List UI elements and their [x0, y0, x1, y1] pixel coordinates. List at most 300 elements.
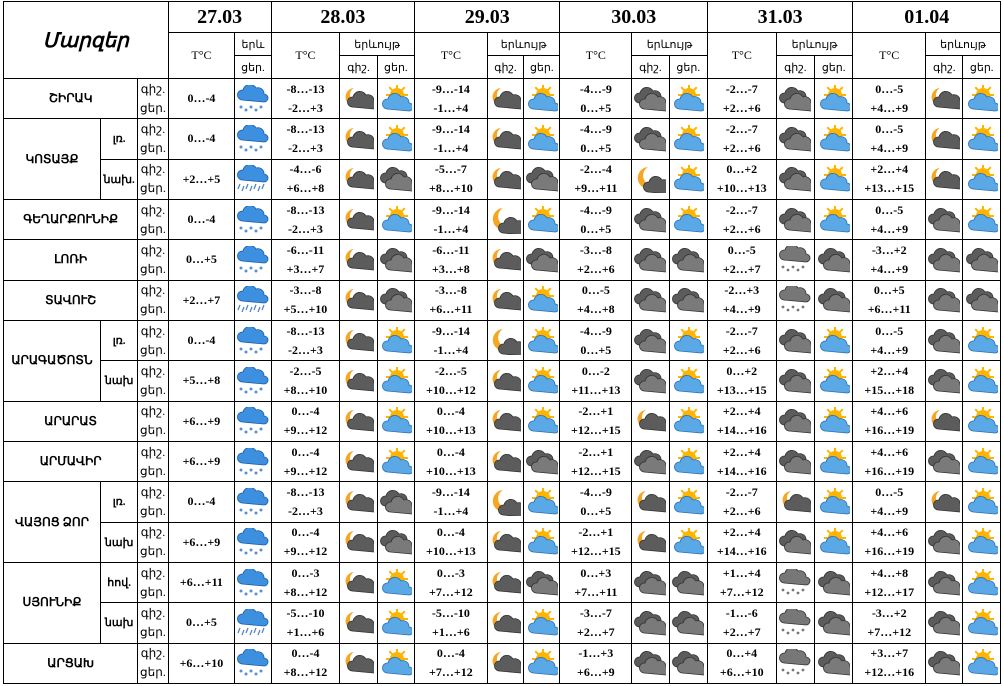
sun-cloud-icon	[963, 119, 1001, 159]
temp-col-header: T°C	[168, 33, 235, 79]
cloud-icon	[632, 280, 669, 320]
cloud-icon	[926, 441, 963, 481]
day-temp: +1…+6	[286, 624, 325, 639]
night-temp: +2…+4	[870, 162, 909, 177]
cloud-icon	[377, 280, 414, 320]
night-temp: -4…-6	[289, 162, 322, 177]
sun-cloud-icon	[524, 401, 560, 441]
subregion-name: նախ	[100, 603, 137, 643]
temp-cell	[168, 199, 235, 239]
night-temp: -2…+1	[578, 404, 614, 419]
night-temp: 0…-2	[581, 363, 610, 378]
day-temp: +7…+12	[719, 584, 764, 599]
moon-cloud-icon	[632, 482, 669, 522]
snow-icon	[235, 441, 271, 481]
cloud-icon	[669, 280, 707, 320]
rain-cloud-icon	[776, 240, 814, 280]
day-temp: +11…+13	[571, 382, 621, 397]
subregion-name: լռ.	[100, 482, 137, 522]
time-of-day	[138, 320, 168, 360]
day-temp: +13…+15	[716, 382, 767, 397]
moon-cloud-icon	[340, 159, 377, 199]
temp-cell	[707, 280, 776, 320]
moon-cloud-icon	[487, 240, 523, 280]
night-subheader: գիշ.	[776, 56, 814, 79]
day-temp: -2…+3	[288, 140, 323, 155]
night-temp: -9…-14	[431, 484, 470, 499]
day-label: ցեր.	[140, 624, 166, 639]
cloud-icon	[776, 119, 814, 159]
night-temp: -2…-5	[434, 363, 467, 378]
cloud-icon	[632, 240, 669, 280]
day-temp: +9…+12	[283, 463, 328, 478]
temp-cell	[707, 522, 776, 562]
temp-cell	[560, 119, 632, 159]
day-label: ցեր.	[140, 261, 166, 276]
night-temp: -2…+1	[578, 444, 614, 459]
temp-cell	[853, 361, 926, 401]
night-temp: 0…-4	[436, 404, 465, 419]
temp-cell	[415, 159, 488, 199]
temp-cell	[707, 361, 776, 401]
day-label: ցեր.	[140, 423, 166, 438]
night-temp: -6…-11	[432, 242, 470, 257]
sun-cloud-icon	[377, 361, 414, 401]
rain-icon	[235, 280, 271, 320]
night-temp: -9…-14	[431, 81, 470, 96]
night-temp: -4…-9	[579, 484, 612, 499]
cloud-icon	[632, 199, 669, 239]
temp-cell	[271, 119, 340, 159]
day-temp: +16…+19	[864, 544, 915, 559]
temp-cell	[415, 240, 488, 280]
night-temp: 0…-5	[875, 484, 904, 499]
temp-cell	[168, 441, 235, 481]
night-temp: -3…-7	[579, 605, 612, 620]
date-header: 29.03	[415, 2, 560, 33]
night-subheader: գիշ.	[340, 56, 377, 79]
subregion-name: նախ.	[100, 159, 137, 199]
sun-cloud-icon	[963, 643, 1001, 683]
day-temp: +4…+9	[722, 302, 761, 317]
day-temp: +2…+7	[722, 261, 761, 276]
table-row	[4, 522, 1001, 562]
date-header: 30.03	[560, 2, 707, 33]
day-label: ցեր.	[140, 342, 166, 357]
cloud-icon	[776, 522, 814, 562]
day-label: ցեր.	[140, 665, 166, 680]
region-name: ՏԱՎՈՒՇ	[4, 280, 138, 320]
temp-cell	[707, 79, 776, 119]
table-row	[4, 401, 1001, 441]
moon-icon	[487, 482, 523, 522]
day-temp: 0…+5	[580, 221, 612, 236]
night-temp: +4…+6	[870, 444, 909, 459]
moon-cloud-icon	[487, 562, 523, 602]
temp-cell	[560, 562, 632, 602]
temp-cell	[707, 562, 776, 602]
day-temp: 0…+5	[580, 342, 612, 357]
night-temp: -8…-13	[286, 323, 325, 338]
day-temp: +9…+12	[283, 423, 328, 438]
temp-cell	[560, 79, 632, 119]
sun-cloud-icon	[814, 482, 852, 522]
night-temp: -6…-11	[286, 242, 325, 257]
temp-cell	[271, 603, 340, 643]
day-temp: -2…+3	[288, 100, 323, 115]
moon-cloud-icon	[340, 79, 377, 119]
table-row	[4, 119, 1001, 159]
night-subheader: գիշ.	[926, 56, 963, 79]
temp-cell	[560, 643, 632, 683]
moon-cloud-icon	[340, 522, 377, 562]
day-temp: +10…+13	[716, 181, 767, 196]
temp-cell	[271, 320, 340, 360]
table-row	[4, 441, 1001, 481]
temp-col-header: T°C	[707, 33, 776, 79]
day-temp: +16…+19	[864, 463, 915, 478]
subregion-name: հով.	[100, 562, 137, 602]
temp-cell	[707, 159, 776, 199]
temp-cell	[560, 361, 632, 401]
sun-cloud-icon	[814, 441, 852, 481]
cloud-icon	[926, 320, 963, 360]
day-temp: +6…+8	[286, 181, 325, 196]
day-temp: +10…+13	[426, 463, 476, 478]
snow-icon	[235, 119, 271, 159]
cloud-icon	[926, 240, 963, 280]
night-temp: 0…-5	[875, 121, 904, 136]
day-temp: -1…+4	[433, 221, 469, 236]
day-temp: 0…+5	[580, 503, 612, 518]
day-subheader: ցեր.	[377, 56, 414, 79]
day-temp: +4…+9	[870, 503, 909, 518]
sun-cloud-icon	[524, 119, 560, 159]
moon-cloud-icon	[487, 401, 523, 441]
day-temp: +3…+7	[286, 261, 325, 276]
subregion-name: նախ	[100, 361, 137, 401]
temp-value: +2…+5	[182, 171, 221, 186]
subregion-name: նախ	[100, 522, 137, 562]
day-temp: +12…+16	[864, 665, 915, 680]
night-label: գիշ.	[140, 242, 166, 257]
cloud-icon	[926, 643, 963, 683]
sun-cloud-icon	[524, 643, 560, 683]
night-temp: -1…-6	[725, 605, 758, 620]
temp-col-header: T°C	[271, 33, 340, 79]
cloud-icon	[814, 603, 852, 643]
temp-cell	[707, 482, 776, 522]
table-row	[4, 482, 1001, 522]
night-temp: 0…+4	[726, 646, 758, 661]
day-temp: +2…+6	[722, 140, 761, 155]
sun-cloud-icon	[377, 199, 414, 239]
rain-cloud-icon	[776, 280, 814, 320]
time-of-day	[138, 522, 168, 562]
weather-col-header: երև	[235, 33, 271, 56]
temp-cell	[560, 320, 632, 360]
time-of-day	[138, 199, 168, 239]
temp-cell	[707, 401, 776, 441]
table-row	[4, 643, 1001, 683]
day-temp: +8…+10	[429, 181, 473, 196]
temp-cell	[415, 603, 488, 643]
night-temp: -3…+2	[871, 605, 907, 620]
night-temp: +2…+4	[870, 363, 909, 378]
temp-cell	[168, 401, 235, 441]
temp-value: 0…-4	[187, 91, 216, 106]
region-name: ՍՅՈՒՆԻՔ	[4, 562, 101, 643]
moon-icon	[632, 159, 669, 199]
day-temp: +2…+6	[722, 342, 761, 357]
snow-icon	[235, 401, 271, 441]
night-label: գիշ.	[140, 404, 166, 419]
cloud-icon	[814, 562, 852, 602]
night-temp: 0…-4	[291, 646, 320, 661]
moon-cloud-icon	[340, 482, 377, 522]
cloud-icon	[377, 240, 414, 280]
night-label: գիշ.	[140, 283, 166, 298]
night-temp: -3…-8	[579, 242, 612, 257]
temp-cell	[560, 482, 632, 522]
sun-cloud-icon	[524, 280, 560, 320]
temp-cell	[168, 79, 235, 119]
rain-cloud-icon	[776, 562, 814, 602]
temp-cell	[415, 522, 488, 562]
sun-cloud-icon	[963, 562, 1001, 602]
cloud-icon	[776, 320, 814, 360]
cloud-icon	[632, 79, 669, 119]
temp-cell	[168, 522, 235, 562]
snow-icon	[235, 79, 271, 119]
cloud-icon	[632, 119, 669, 159]
sun-cloud-icon	[963, 482, 1001, 522]
cloud-icon	[669, 603, 707, 643]
day-label: ցեր.	[140, 181, 166, 196]
temp-cell	[853, 320, 926, 360]
sun-cloud-icon	[524, 79, 560, 119]
night-subheader: գիշ.	[487, 56, 523, 79]
temp-cell	[853, 280, 926, 320]
temp-cell	[271, 159, 340, 199]
cloud-icon	[963, 280, 1001, 320]
day-temp: +15…+18	[864, 382, 915, 397]
cloud-icon	[814, 643, 852, 683]
day-temp: +12…+15	[570, 544, 621, 559]
day-temp: +2…+7	[722, 624, 761, 639]
day-temp: +16…+19	[864, 423, 915, 438]
moon-cloud-icon	[487, 441, 523, 481]
cloud-icon	[926, 562, 963, 602]
night-temp: 0…-4	[291, 444, 320, 459]
temp-cell	[853, 482, 926, 522]
sun-cloud-icon	[963, 522, 1001, 562]
temp-cell	[853, 562, 926, 602]
temp-cell	[707, 119, 776, 159]
region-name: ԱՐԱԳԱԾՈՏՆ	[4, 320, 101, 401]
day-temp: +8…+12	[283, 584, 328, 599]
sun-cloud-icon	[814, 119, 852, 159]
day-subheader: ցեր.	[963, 56, 1001, 79]
cloud-icon	[926, 361, 963, 401]
day-temp: +2…+6	[722, 100, 761, 115]
night-temp: -2…+3	[724, 283, 760, 298]
moon-icon	[487, 199, 523, 239]
cloud-icon	[776, 79, 814, 119]
temp-value: +6…+10	[179, 655, 224, 670]
moon-cloud-icon	[340, 199, 377, 239]
night-temp: -4…-9	[579, 81, 612, 96]
sun-cloud-icon	[669, 79, 707, 119]
sun-cloud-icon	[377, 562, 414, 602]
region-name: ԱՐՑԱԽ	[4, 643, 138, 683]
night-temp: -8…-13	[286, 81, 325, 96]
temp-value: +6…+11	[179, 575, 223, 590]
day-temp: +10…+13	[426, 544, 476, 559]
temp-cell	[271, 441, 340, 481]
cloud-icon	[377, 522, 414, 562]
snow-icon	[235, 361, 271, 401]
subregion-name: լռ.	[100, 119, 137, 159]
table-row	[4, 603, 1001, 643]
region-name: ԼՈՌԻ	[4, 240, 138, 280]
night-temp: 0…-5	[727, 242, 756, 257]
night-label: գիշ.	[140, 444, 166, 459]
temp-cell	[853, 401, 926, 441]
temp-cell	[707, 441, 776, 481]
night-temp: +3…+7	[870, 646, 909, 661]
sun-cloud-icon	[377, 441, 414, 481]
day-label: ցեր.	[140, 463, 166, 478]
temp-cell	[168, 280, 235, 320]
moon-cloud-icon	[487, 522, 523, 562]
sun-cloud-icon	[963, 441, 1001, 481]
temp-cell	[707, 603, 776, 643]
temp-cell	[271, 562, 340, 602]
temp-cell	[415, 320, 488, 360]
subregion-name: լռ.	[100, 320, 137, 360]
day-subheader: ցեր.	[814, 56, 852, 79]
sun-cloud-icon	[814, 361, 852, 401]
cloud-icon	[632, 441, 669, 481]
day-temp: +3…+8	[432, 261, 470, 276]
night-temp: 0…-4	[436, 444, 465, 459]
weather-col-header: երևույթ	[926, 33, 1001, 56]
day-subheader: ցեր.	[669, 56, 707, 79]
sun-cloud-icon	[524, 361, 560, 401]
time-of-day	[138, 240, 168, 280]
temp-cell	[853, 119, 926, 159]
sun-cloud-icon	[377, 603, 414, 643]
sun-cloud-icon	[377, 401, 414, 441]
temp-cell	[271, 240, 340, 280]
time-of-day	[138, 441, 168, 481]
night-temp: 0…-4	[436, 525, 465, 540]
night-temp: 0…-4	[291, 404, 320, 419]
night-temp: +4…+6	[870, 525, 909, 540]
night-temp: 0…-3	[436, 565, 465, 580]
temp-cell	[707, 199, 776, 239]
temp-value: 0…+5	[186, 615, 217, 630]
region-name: ԱՐԱՐԱՏ	[4, 401, 138, 441]
night-temp: -4…-9	[579, 121, 612, 136]
day-temp: +2…+6	[722, 221, 761, 236]
snow-icon	[235, 320, 271, 360]
sun-cloud-icon	[377, 320, 414, 360]
moon-cloud-icon	[487, 79, 523, 119]
moon-cloud-icon	[926, 401, 963, 441]
time-of-day	[138, 361, 168, 401]
night-temp: 0…-4	[436, 646, 465, 661]
temp-col-header: T°C	[415, 33, 488, 79]
time-of-day	[138, 643, 168, 683]
night-label: գիշ.	[140, 162, 166, 177]
snow-icon	[235, 643, 271, 683]
moon-cloud-icon	[340, 401, 377, 441]
moon-cloud-icon	[340, 280, 377, 320]
day-temp: +7…+12	[429, 584, 473, 599]
cloud-icon	[669, 643, 707, 683]
temp-col-header: T°C	[853, 33, 926, 79]
sun-cloud-icon	[669, 441, 707, 481]
moon-cloud-icon	[340, 361, 377, 401]
cloud-icon	[814, 280, 852, 320]
night-temp: -5…-7	[434, 162, 467, 177]
sun-cloud-icon	[814, 401, 852, 441]
rain-icon	[235, 603, 271, 643]
sun-cloud-icon	[963, 199, 1001, 239]
day-temp: +4…+9	[870, 140, 909, 155]
cloud-icon	[524, 159, 560, 199]
moon-cloud-icon	[340, 320, 377, 360]
moon-cloud-icon	[926, 119, 963, 159]
night-temp: -3…+2	[871, 242, 907, 257]
temp-cell	[560, 441, 632, 481]
moon-cloud-icon	[926, 79, 963, 119]
temp-value: 0…-4	[187, 333, 216, 348]
day-temp: +6…+9	[576, 665, 615, 680]
night-temp: -9…-14	[431, 323, 470, 338]
temp-cell	[168, 603, 235, 643]
weather-col-header: երևույթ	[487, 33, 560, 56]
region-name: ՎԱՅՈՑ ՁՈՐ	[4, 482, 101, 563]
night-temp: -2…-7	[725, 121, 758, 136]
time-of-day	[138, 280, 168, 320]
night-temp: 0…-5	[875, 323, 904, 338]
temp-cell	[853, 522, 926, 562]
sun-cloud-icon	[963, 361, 1001, 401]
table-row	[4, 280, 1001, 320]
forecast-table	[3, 1, 1001, 684]
sun-cloud-icon	[669, 119, 707, 159]
temp-cell	[560, 603, 632, 643]
temp-value: 0…-4	[187, 212, 216, 227]
temp-value: +6…+9	[182, 534, 221, 549]
temp-cell	[560, 199, 632, 239]
cloud-icon	[524, 240, 560, 280]
night-temp: -9…-14	[431, 202, 470, 217]
date-header: 31.03	[707, 2, 852, 33]
temp-cell	[707, 320, 776, 360]
moon-cloud-icon	[487, 280, 523, 320]
sun-cloud-icon	[814, 320, 852, 360]
night-temp: -4…-9	[579, 202, 612, 217]
day-temp: +8…+10	[283, 382, 328, 397]
night-label: գիշ.	[140, 121, 166, 136]
sun-cloud-icon	[377, 79, 414, 119]
region-name: ՇԻՐԱԿ	[4, 79, 138, 119]
weather-col-header: երևույթ	[340, 33, 415, 56]
